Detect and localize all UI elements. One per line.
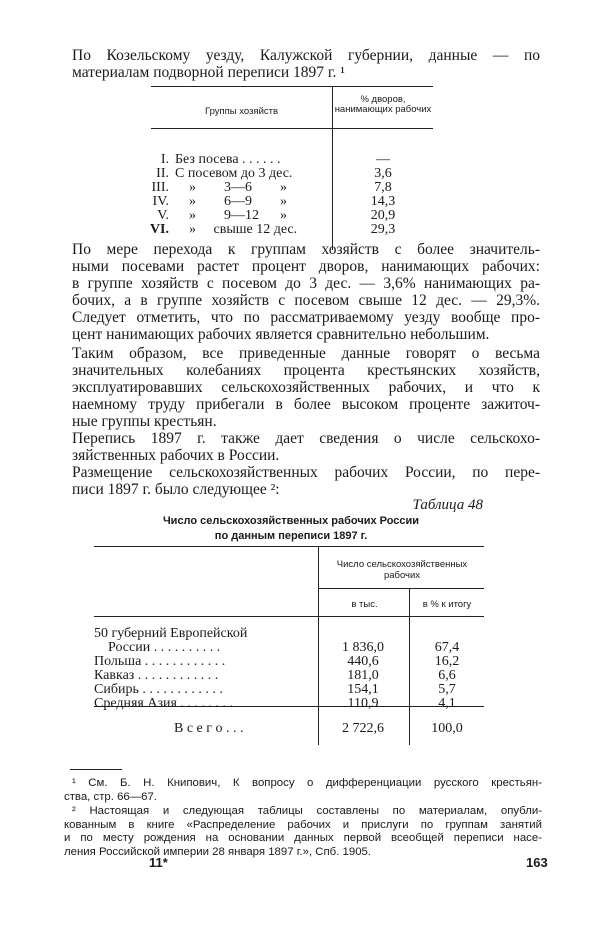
table-row: IV. » 6—9 » 14,3 — [152, 194, 396, 209]
table-caption: Число сельскохозяйственных рабочих России по данным переписи 1897 г. — [162, 515, 420, 542]
paragraph-conclusion — [72, 345, 540, 430]
text-line: Таким образом, все приведенные данные говорят о весьма — [72, 345, 540, 362]
text-line: наемному труду прибегали в более высоком проценте зажиточ- — [72, 396, 540, 413]
text-line: Следует отметить, что по рассматриваемому уезду вообще про- — [72, 309, 540, 326]
paragraph-census — [72, 430, 540, 464]
text-line: материалам подворной переписи 1897 г. ¹ — [72, 64, 345, 81]
table-row: России . . . . . . . . . . 1 836,0 67,4 — [94, 640, 460, 655]
text-line: По мере перехода к группам хозяйств с более значитель- — [72, 241, 540, 258]
table-farm-groups — [151, 86, 433, 250]
text-line: По Козельскому уезду, Калужской губернии, данные — по — [72, 47, 540, 64]
col-header-percent: % дворов, нанимающих рабочих — [334, 94, 432, 115]
table-row: Польша . . . . . . . . . . . . 440,6 16,2 — [94, 654, 460, 669]
text-line: значительных колебаниях процента крестьянских хозяйств, — [72, 362, 540, 379]
text-line: в группе хозяйств с посевом до 3 дес. — 3,6% нанимающих ра- — [72, 275, 540, 292]
table-total-row: В с е г о . . . 2 722,6 100,0 — [174, 721, 463, 736]
table-row: III. » 3—6 » 7,8 — [151, 180, 392, 195]
text-line: ными посевами растет процент дворов, нанимающих рабочих: — [72, 258, 540, 275]
intro-paragraph — [72, 47, 540, 81]
table-row: Сибирь . . . . . . . . . . . . 154,1 5,7 — [94, 682, 456, 697]
col-header-workers: Число сельскохозяйственных рабочих — [336, 559, 468, 581]
table-row: 50 губерний Европейской — [94, 626, 248, 641]
footnote-1: ¹ См. Б. Н. Книпович, К вопросу о дифференциации русского крестьян- ства, стр. 66—67. — [64, 777, 542, 803]
page-number: 163 — [526, 855, 548, 870]
text-line: Размещение сельскохозяйственных рабочих России, по пере- — [72, 464, 540, 481]
col-header-thousands: в тыс. — [351, 599, 378, 610]
paragraph-distribution — [72, 464, 540, 498]
text-line: эксплуатировавших сельскохозяйственных рабочих, и что к — [72, 379, 540, 396]
signature-mark: 11* — [149, 855, 168, 870]
table-row: VI. » свыше 12 дес. 29,3 — [149, 222, 396, 237]
table-agricultural-workers — [94, 546, 484, 745]
table-row: I. Без посева . . . . . . — — [160, 152, 390, 167]
text-line: писи 1897 г. было следующее ²: — [72, 481, 280, 498]
footnote-2: ² Настоящая и следующая таблицы составлены по материалам, опубли- кованным в книге «Распределение рабочих и прислуги по группам занятий и по месту рождения на основании данных первой всеобщей переписи насе- ления Российской империи 28 января 1897 г.», Спб. 1905. — [64, 805, 542, 858]
table-number: Таблица 48 — [412, 497, 483, 513]
text-line: бочих, а в группе хозяйств с посевом свыше 12 дес. — 29,3%. — [72, 292, 540, 309]
text-line: зяйственных рабочих в России. — [72, 447, 280, 464]
table-row: Кавказ . . . . . . . . . . . . 181,0 6,6 — [94, 668, 456, 683]
text-line: ные группы крестьян. — [72, 413, 217, 430]
col-header-groups: Группы хозяйств — [204, 106, 279, 117]
text-line: цент нанимающих рабочих является сравнительно небольшим. — [72, 326, 490, 343]
footnote-divider — [70, 769, 122, 770]
table-row: II. С посевом до 3 дес. 3,6 — [156, 166, 392, 181]
paragraph-growth — [72, 241, 540, 343]
col-header-percent: в % к итогу — [422, 599, 472, 610]
table-row: Средняя Азия . . . . . . . . 110,9 4,1 — [94, 696, 456, 711]
table-row: V. » 9—12 » 20,9 — [157, 208, 396, 223]
text-line: Перепись 1897 г. также дает сведения о числе сельскохо- — [72, 430, 540, 447]
